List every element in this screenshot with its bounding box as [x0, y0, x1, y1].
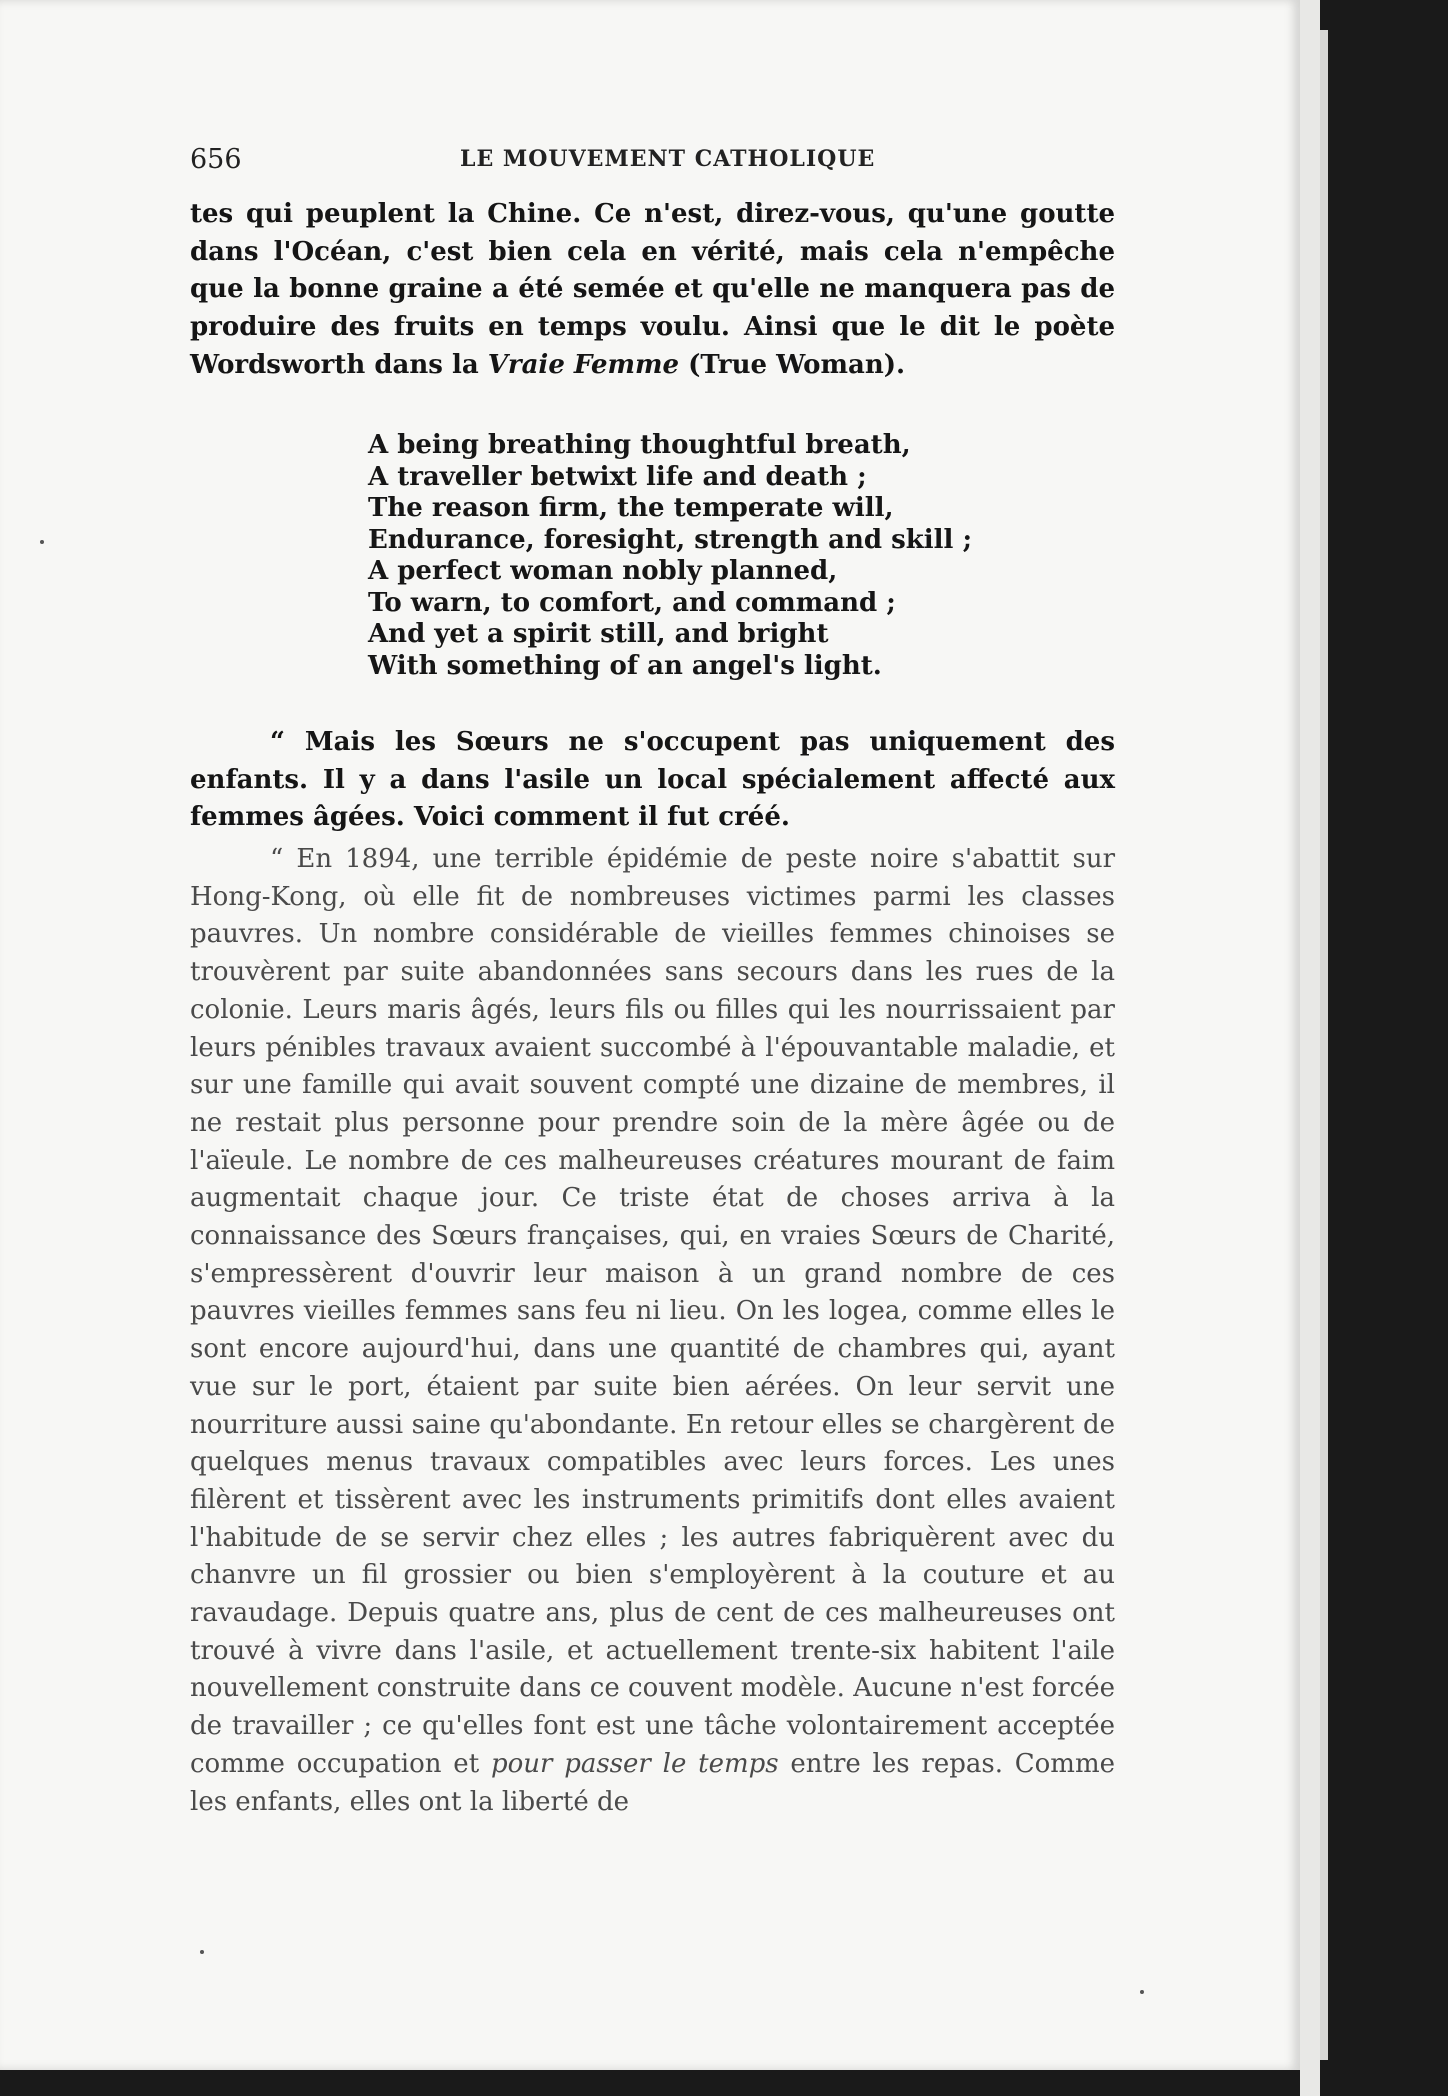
page-number: 656	[190, 144, 242, 175]
poem-line: A traveller betwixt life and death ;	[368, 461, 867, 492]
scan-speck	[40, 540, 44, 544]
paragraph-intro	[190, 196, 1115, 385]
poem-line: The reason firm, the temperate will,	[368, 493, 894, 523]
page-edge-shadow	[1320, 30, 1328, 2060]
poem-quote	[368, 430, 972, 682]
scan-speck	[1140, 1990, 1144, 1994]
page-header	[190, 144, 1115, 178]
poem-line: A perfect woman nobly planned,	[368, 556, 838, 586]
paragraph-plague-text: “ En 1894, une terrible épidémie de peste noire s'abattit sur Hong-Kong, où elle fit de nombreuses victimes parmi les classes pauvres. Un nombre considérable de vieilles femmes chinoises se trouvèrent par suite abandonnées sans secours dans les rues de la colonie. Leurs maris âgés, leurs fils ou filles qui les nourrissaient par leurs pénibles travaux avaient succombé à l'épouvantable maladie, et sur une famille qui avait souvent compté une dizaine de membres, il ne restait plus personne pour prendre soin de la mère âgée ou de l'aïeule. Le nombre de ces malheureuses créatures mourant de faim augmentait chaque jour. Ce triste état de choses arriva à la connaissance des Sœurs françaises, qui, en vraies Sœurs de Charité, s'empressèrent d'ouvrir leur maison à un grand nombre de ces pauvres vieilles femmes sans feu ni lieu. On les logea, comme elles le sont encore aujourd'hui, dans une quantité de chambres qui, ayant vue sur le port, étaient par suite bien aérées. On leur servit une nourriture aussi saine qu'abondante. En retour elles se chargèrent de quelques menus travaux compatibles avec leurs forces. Les unes filèrent et tissèrent avec les instruments primitifs dont elles avaient l'habitude de se servir chez elles ; les autres fabriquèrent avec du chanvre un fil grossier ou bien s'employèrent à la couture et au ravaudage. Depuis quatre ans, plus de cent de ces malheureuses ont trouvé à vivre dans l'asile, et actuellement trente-six habitent l'aile nouvellement construite dans ce couvent modèle. Aucune n'est forcée de travailler ; ce qu'elles font est une tâche volontairement acceptée comme occupation et	[190, 844, 1115, 1779]
page-edge	[1300, 0, 1320, 2096]
paragraph-plague-history	[190, 841, 1115, 1821]
paragraph-elderly-women: “ Mais les Sœurs ne s'occupent pas uniquement des enfants. Il y a dans l'asile un local spécialement affecté aux femmes âgées. Voici comment il fut créé.	[190, 727, 1115, 833]
paragraph-intro-text: tes qui peuplent la Chine. Ce n'est, direz-vous, qu'une goutte dans l'Océan, c'est bien cela en vérité, mais cela n'empêche que la bonne graine a été semée et qu'elle ne manquera pas de produire des fruits en temps voulu. Ainsi que le dit le poète Wordsworth dans la	[190, 199, 1115, 380]
poem-line: With something of an angel's light.	[368, 650, 882, 681]
paragraph-plague-tail: entre les repas. Comme les enfants, elles ont la liberté de	[190, 1748, 1115, 1817]
poem-line: To warn, to comfort, and command ;	[368, 587, 896, 618]
scan-speck	[200, 1950, 204, 1954]
paragraph-intro-tail: (True Woman).	[679, 349, 906, 380]
poem-line: Endurance, foresight, strength and skill ;	[368, 524, 973, 555]
italic-phrase: pour passer le temps	[490, 1748, 779, 1779]
poem-line: A being breathing thoughtful breath,	[368, 430, 911, 460]
poem-line: And yet a spirit still, and bright	[368, 619, 829, 649]
poem-title-italic: Vraie Femme	[487, 349, 680, 380]
running-title: LE MOUVEMENT CATHOLIQUE	[460, 146, 876, 172]
